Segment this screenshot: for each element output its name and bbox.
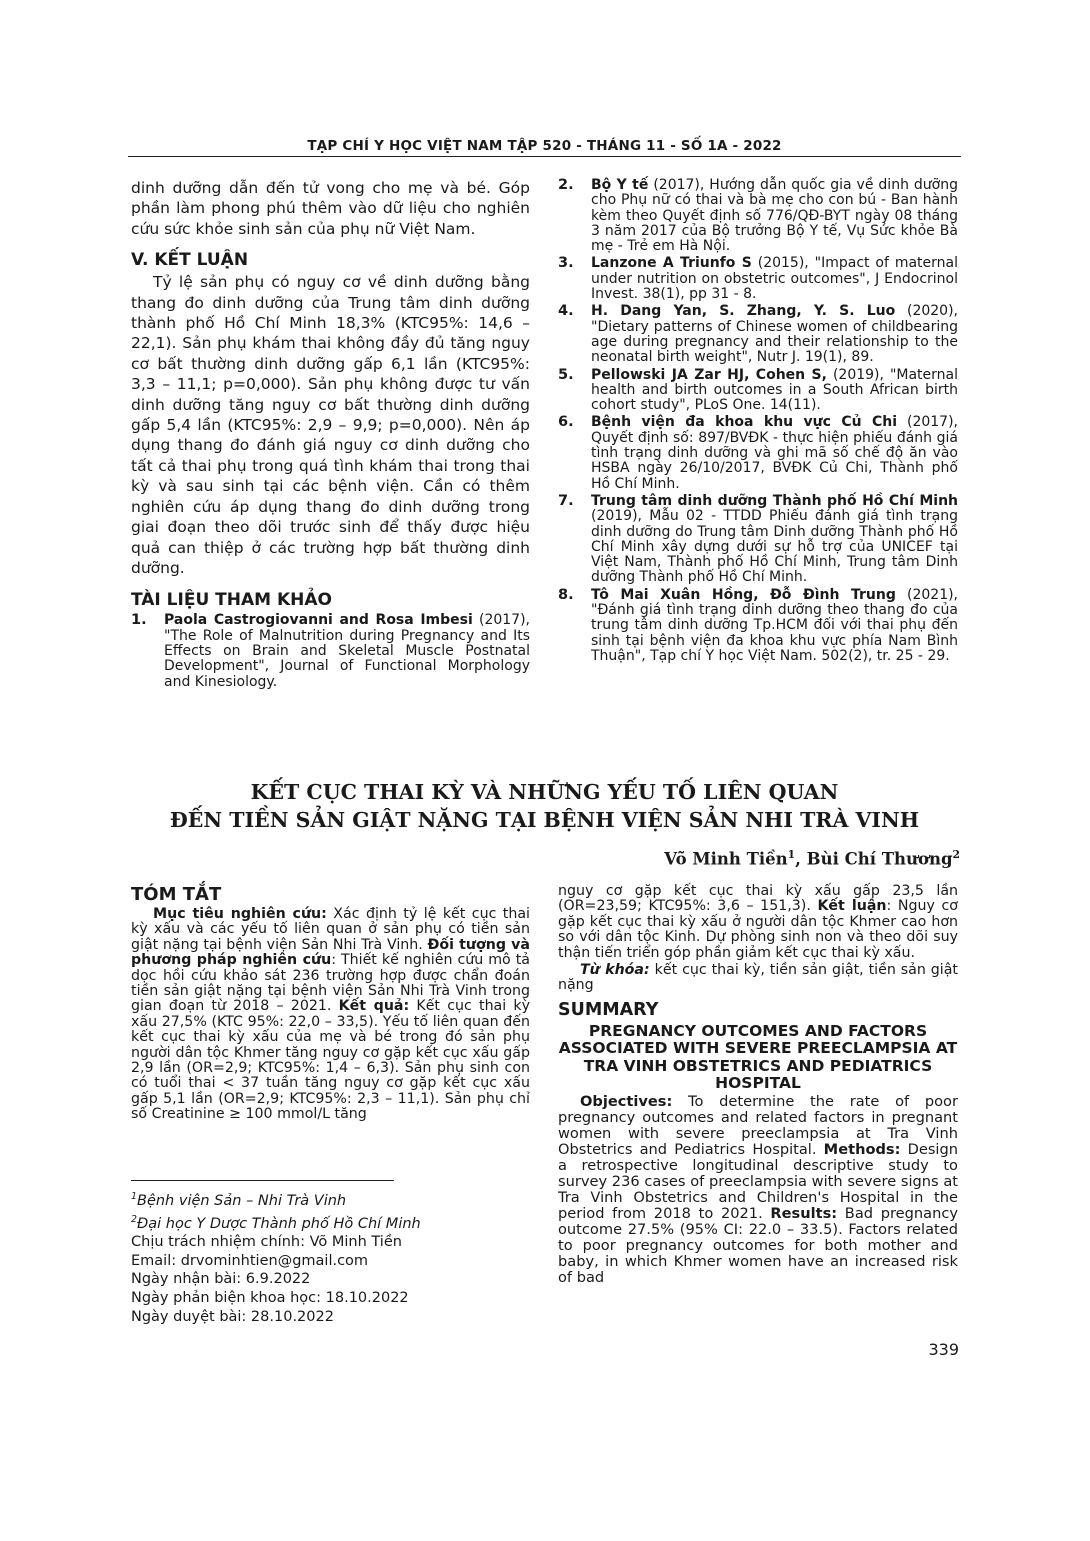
- abstract-heading: TÓM TẮT: [131, 884, 222, 905]
- affiliation-2: $^2$Đại học Y Dược Thành phố Hồ Chí Minh: [131, 1213, 421, 1232]
- abstract-vi-continued: nguy cơ gặp kết cục thai kỳ xấu gấp 23,5 lần (OR=23,59; KTC95%: 3,6 – 151,3). Kết luận: Nguy cơ gặp kết cục thai kỳ xấu ở người dân tộc Khmer cao hơn so với dân tộc Kinh. Dự phòng sinh non và theo dõi suy thận tiến triển góp phần giảm kết cục thai kỳ xấu.: [558, 883, 958, 961]
- author-name: Võ Minh Tiền: [664, 849, 788, 869]
- conclusion-heading: V. KẾT LUẬN: [131, 250, 249, 271]
- footnote-rule: [131, 1180, 394, 1181]
- received-date: Ngày nhận bài: 6.9.2022: [131, 1271, 311, 1288]
- reference-item: 2. Bộ Y tế (2017), Hướng dẫn quốc gia về dinh dưỡng cho Phụ nữ có thai và bà mẹ cho con bú - Ban hành kèm theo Quyết định số 776/QĐ-BYT ngày 08 tháng 3 năm 2017 của Bộ trưởng Bộ Y tế, Vụ Sức khỏe Bà mẹ - Trẻ em Hà Nội.: [558, 177, 958, 255]
- reference-item: 6. Bệnh viện đa khoa khu vực Củ Chi (2017), Quyết định số: 897/BVĐK - thực hiện phiếu đánh giá tình trạng dinh dưỡng và ghi mã số chế độ ăn vào HSBA ngày 26/10/2017, BVĐK Củ Chi, Thành phố Hồ Chí Minh.: [558, 414, 958, 492]
- header-rule: [128, 156, 961, 157]
- summary-heading: SUMMARY: [558, 999, 659, 1020]
- reference-item: 8. Tô Mai Xuân Hồng, Đỗ Đình Trung (2021), "Đánh giá tình trạng dinh dưỡng theo thang đo của trung tâm dinh dưỡng Tp.HCM đối với thai phụ đến sinh tại bệnh viện đa khoa khu vực phía Nam Bình Thuận", Tạp chí Y học Việt Nam. 502(2), tr. 25 - 29.: [558, 586, 959, 664]
- intro-paragraph: dinh dưỡng dẫn đến tử vong cho mẹ và bé. Góp phần làm phong phú thêm vào dữ liệu cho nghiên cứu sức khỏe sinh sản của phụ nữ Việt Nam.: [131, 179, 530, 238]
- review-date: Ngày phản biện khoa học: 18.10.2022: [131, 1290, 409, 1307]
- summary-title: PREGNANCY OUTCOMES AND FACTORS ASSOCIATED WITH SEVERE PREECLAMPSIA AT TRA VINH OBSTETRICS AND PEDIATRICS HOSPITAL: [558, 1021, 958, 1093]
- page-number: 339: [928, 1340, 959, 1359]
- author-email: Email: drvominhtien@gmail.com: [131, 1252, 369, 1269]
- accepted-date: Ngày duyệt bài: 28.10.2022: [131, 1308, 334, 1325]
- affiliation-1: $^1$Bệnh viện Sản – Nhi Trà Vinh: [131, 1191, 347, 1209]
- abstract-right-column: [558, 884, 958, 1286]
- right-column-top: [558, 178, 958, 666]
- abstract-vi: [131, 884, 530, 1123]
- reference-list-right: [558, 178, 958, 664]
- article-title-line-1: KẾT CỤC THAI KỲ VÀ NHỮNG YẾU TỐ LIÊN QUAN: [250, 780, 839, 804]
- references-heading: TÀI LIỆU THAM KHẢO: [131, 590, 332, 611]
- reference-item: 7. Trung tâm dinh dưỡng Thành phố Hồ Chí Minh (2019), Mẫu 02 - TTDD Phiếu đánh giá tình trạng dinh dưỡng do Trung tâm Dinh dưỡng Thành phố Hồ Chí Minh xây dựng dưới sự hỗ trợ của UNICEF tại Việt Nam, Thành phố Hồ Chí Minh, Trung tâm Dinh dưỡng Thành phố Hồ Chí Minh.: [558, 492, 958, 586]
- left-column-top: [131, 178, 530, 692]
- corresponding-author: Chịu trách nhiệm chính: Võ Minh Tiền: [131, 1234, 402, 1251]
- reference-item: 1. Paola Castrogiovanni and Rosa Imbesi (2017), "The Role of Malnutrition during Pregnancy and Its Effects on Brain and Skeletal Muscle Postnatal Development", Journal of Functional Morphology and Kinesiology.: [131, 612, 531, 690]
- article-title-line-2: ĐẾN TIỀN SẢN GIẬT NẶNG TẠI BỆNH VIỆN SẢN NHI TRÀ VINH: [169, 808, 920, 832]
- keywords: Từ khóa: kết cục thai kỳ, tiền sản giật, tiền sản giật nặng: [558, 962, 958, 994]
- reference-item: 5. Pellowski JA Zar HJ, Cohen S, (2019), "Maternal health and birth outcomes in a South African birth cohort study", PLoS One. 14(11).: [558, 366, 958, 414]
- abstract-vi-text: Mục tiêu nghiên cứu: Xác định tỷ lệ kết cục thai kỳ xấu và các yếu tố liên quan ở sản phụ có tiền sản giật nặng tại bệnh viện Sản Nhi Trà Vinh. Đối tượng và phương pháp nghiên cứu: Thiết kế nghiên cứu mô tả dọc hồi cứu khảo sát 236 trường hợp được chẩn đoán tiền sản giật nặng tại bệnh viện Sản Nhi Trà Vinh trong gian đoạn từ 2018 – 2021. Kết quả: Kết cục thai kỳ xấu 27,5% (KTC 95%: 22,0 – 33,5). Yếu tố liên quan đến kết cục thai kỳ xấu của mẹ và bé trong đó sản phụ người dân tộc Khmer tăng nguy cơ gặp kết cục xấu gấp 2,9 lần (OR=2,9; KTC95%: 1,4 – 6,3). Sản phụ sinh con có tuổi thai < 37 tuần tăng nguy cơ gặp kết cục xấu gấp 5,1 lần (OR=2,9; KTC95%: 2,3 – 11,1). Sản phụ chỉ số Creatinine ≥ 100 mmol/L tăng: [131, 906, 531, 1123]
- author-name: Bùi Chí Thương: [806, 849, 953, 869]
- reference-item: 4. H. Dang Yan, S. Zhang, Y. S. Luo (2020), "Dietary patterns of Chinese women of childbearing age during pregnancy and their relationship to the neonatal birth weight", Nutr J. 19(1), 89.: [558, 303, 958, 366]
- journal-header: TẠP CHÍ Y HỌC VIỆT NAM TẬP 520 - THÁNG 11 - SỐ 1A - 2022: [307, 138, 782, 154]
- footnotes: [131, 1188, 421, 1327]
- reference-list-left: [131, 613, 530, 689]
- reference-item: 3. Lanzone A Triunfo S (2015), "Impact of maternal under nutrition on obstetric outcomes", J Endocrinol Invest. 38(1), pp 31 - 8.: [558, 255, 959, 303]
- conclusion-paragraph: Tỷ lệ sản phụ có nguy cơ về dinh dưỡng bằng thang đo dinh dưỡng của Trung tâm dinh dưỡng thành phố Hồ Chí Minh 18,3% (KTC95%: 14,6 – 22,1). Sản phụ khám thai không đầy đủ tăng nguy cơ bất thường dinh dưỡng gấp 6,1 lần (KTC95%: 3,3 – 11,1; p=0,000). Sản phụ không được tư vấn dinh dưỡng tăng nguy cơ bất thường dinh dưỡng gấp 5,4 lần (KTC95%: 2,9 – 9,9; p=0,000). Nên áp dụng thang đo đánh giá nguy cơ dinh dưỡng cho tất cả thai phụ trong quá tình khám thai trong thai kỳ và sau sinh tại các bệnh viện. Cần có thêm nghiên cứu áp dụng thang đo dinh dưỡng trong giai đoạn theo dõi trước sinh để thấy được hiệu quả can thiệp ở các trường hợp bất thường dinh dưỡng.: [131, 273, 530, 577]
- summary-text: Objectives: To determine the rate of poor pregnancy outcomes and related factors in pregnant women with severe preeclampsia at Tra Vinh Obstetrics and Pediatrics Hospital. Methods: Design a retrospective longitudinal descriptive study to survey 236 cases of preeclampsia with severe signs at Tra Vinh Obstetrics and Children's Hospital in the period from 2018 to 2021. Results: Bad pregnancy outcome 27.5% (95% CI: 22.0 – 33.5). Factors related to poor pregnancy outcomes for both mother and baby, in which Khmer women have an increased risk of bad: [558, 1092, 959, 1286]
- article-authors: Võ Minh Tiền$^1$, Bùi Chí Thương$^2$: [664, 848, 960, 869]
